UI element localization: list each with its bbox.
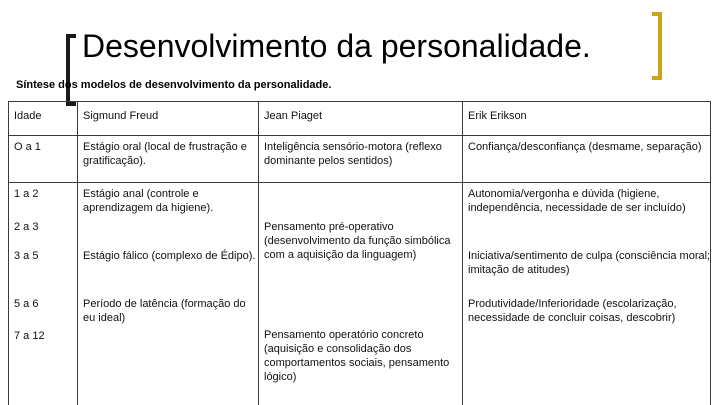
table-border-top: [8, 101, 711, 102]
header-piaget: Jean Piaget: [264, 110, 323, 122]
piaget-concrete-operational: Pensamento operatório concreto (aquisição e consolidação dos comportamentos sociais, pensamento lógico): [264, 329, 450, 383]
header-row-divider: [8, 135, 711, 136]
erikson-trust: Confiança/desconfiança (desmame, separação): [468, 141, 702, 153]
left-bracket-decoration: [66, 34, 76, 106]
header-age: Idade: [14, 110, 42, 122]
header-erikson: Erik Erikson: [468, 110, 527, 122]
age-cell: 7 a 12: [14, 330, 45, 342]
age-cell: 1 a 2: [14, 188, 39, 200]
personality-development-table: [8, 101, 711, 405]
erikson-industry: Produtividade/Inferioridade (escolarização, necessidade de concluir coisas, descobrir): [468, 298, 677, 324]
age-cell: 5 a 6: [14, 298, 39, 310]
row-divider: [8, 182, 711, 183]
erikson-autonomy: Autonomia/vergonha e dúvida (higiene, independência, necessidade de ser incluído): [468, 188, 686, 214]
erikson-initiative: Iniciativa/sentimento de culpa (consciência moral; imitação de atitudes): [468, 250, 711, 276]
header-freud: Sigmund Freud: [83, 110, 159, 122]
freud-stage-latency: Período de latência (formação do eu ideal): [83, 298, 246, 324]
freud-stage-phallic: Estágio fálico (complexo de Édipo).: [83, 250, 256, 262]
age-cell: 2 a 3: [14, 221, 39, 233]
right-bracket-decoration: [652, 12, 662, 80]
freud-stage-oral: Estágio oral (local de frustração e gratificação).: [83, 141, 247, 167]
piaget-preoperational: Pensamento pré-operativo (desenvolvimento da função simbólica com a aquisição da linguagem): [264, 221, 451, 261]
piaget-sensorimotor: Inteligência sensório-motora (reflexo dominante pelos sentidos): [264, 141, 442, 167]
age-cell: 3 a 5: [14, 250, 39, 262]
freud-stage-anal: Estágio anal (controle e aprendizagem da higiene).: [83, 188, 214, 214]
slide-title: Desenvolvimento da personalidade.: [82, 28, 591, 64]
slide-subtitle: Síntese dos modelos de desenvolvimento da personalidade.: [16, 79, 332, 91]
age-cell: O a 1: [14, 141, 41, 153]
